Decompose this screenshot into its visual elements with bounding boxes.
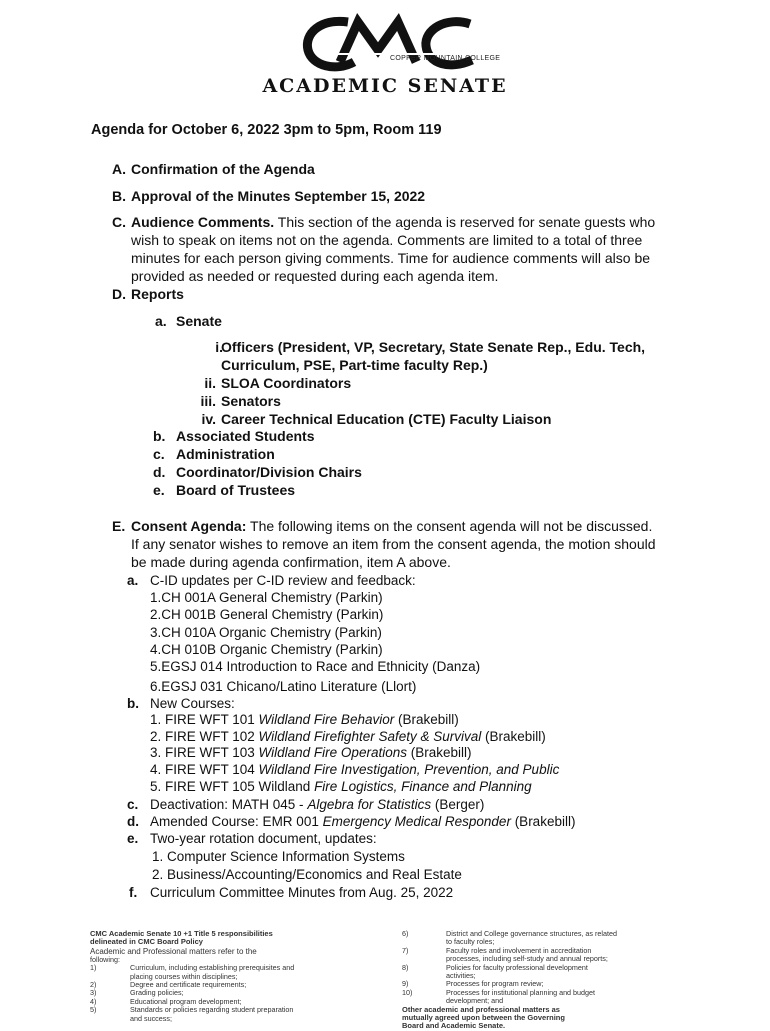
item-d-d xyxy=(153,463,362,481)
item-a-label: A. xyxy=(112,161,126,177)
new-course-2 xyxy=(150,728,546,745)
item-e-c-label: c. xyxy=(127,797,139,812)
item-e-a-label: a. xyxy=(127,573,139,588)
item-e-c-text xyxy=(150,796,484,813)
cid-item: 5.EGSJ 014 Introduction to Race and Ethnicity (Danza) xyxy=(150,659,481,674)
cmc-logo-icon xyxy=(300,14,480,74)
row-text: processes, including self-study and annual reports; xyxy=(446,954,608,964)
amended-title: Emergency Medical Responder xyxy=(322,814,511,829)
footer-right-closing-3: Board and Academic Senate. xyxy=(402,1021,506,1031)
item-d-e-text: Board of Trustees xyxy=(176,482,296,498)
item-c-line1 xyxy=(131,213,731,231)
item-d-a xyxy=(155,312,222,330)
row-number xyxy=(402,938,446,946)
row-number xyxy=(90,1015,130,1023)
item-a-text: Confirmation of the Agenda xyxy=(131,161,315,177)
item-d-label: D. xyxy=(112,286,126,302)
item-d-a-label: a. xyxy=(155,313,167,329)
rotation-item: 2. Business/Accounting/Economics and Real Estate xyxy=(152,867,462,882)
row-text: Faculty roles and involvement in accreditation xyxy=(446,945,592,955)
item-c-label: C. xyxy=(112,214,126,230)
course-title: Wildland Firefighter Safety & Survival xyxy=(258,729,482,744)
row-text: Educational program development; xyxy=(130,996,242,1006)
row-text: development; and xyxy=(446,996,504,1006)
item-c-line2: wish to speak on items not on the agenda. Comments are limited to a total of three xyxy=(131,232,643,248)
item-c-title: Audience Comments. xyxy=(131,214,275,230)
item-d-i-line1: Officers (President, VP, Secretary, State Senate Rep., Edu. Tech, xyxy=(221,339,646,355)
item-d-iii-label: iii. xyxy=(200,393,216,409)
row-text: and success; xyxy=(130,1013,172,1023)
item-b xyxy=(112,187,426,205)
item-d-ii-text: SLOA Coordinators xyxy=(221,375,352,391)
item-d-e xyxy=(153,481,296,499)
row-number: 4) xyxy=(90,996,97,1006)
footer-responsibilities-left xyxy=(90,930,390,1023)
cid-item: 1.CH 001A General Chemistry (Parkin) xyxy=(150,590,383,605)
rotation-item: 1. Computer Science Information Systems xyxy=(152,849,405,864)
row-text: Curriculum, including establishing prerequisites and xyxy=(130,963,295,973)
amended-owner: (Brakebill) xyxy=(510,814,576,829)
course-title: Wildland Fire Investigation, Prevention, and Public xyxy=(258,762,560,777)
row-text: District and College governance structures, as related xyxy=(446,929,617,938)
row-number: 3) xyxy=(90,988,97,998)
item-d-c-label: c. xyxy=(153,446,165,462)
course-code: 1. FIRE WFT 101 xyxy=(150,712,259,727)
item-d-b-text: Associated Students xyxy=(176,428,315,444)
row-number: 7) xyxy=(402,945,409,955)
row-number: 6) xyxy=(402,929,409,938)
item-e-e-label: e. xyxy=(127,831,139,846)
footer-left-heading-1: CMC Academic Senate 10 +1 Title 5 responsibilities xyxy=(90,929,273,938)
row-text: placing courses within disciplines; xyxy=(130,971,238,981)
item-d-c-text: Administration xyxy=(176,446,275,462)
footer-left-heading-2: delineated in CMC Board Policy xyxy=(90,937,203,947)
deactivation-code: Deactivation: MATH 045 - xyxy=(150,797,308,812)
item-d-iii-text: Senators xyxy=(221,393,281,409)
row-text: Degree and certificate requirements; xyxy=(130,980,247,990)
row-number xyxy=(402,972,446,980)
course-code: 4. FIRE WFT 104 xyxy=(150,762,259,777)
footer-right-closing-1: Other academic and professional matters as xyxy=(402,1004,560,1014)
item-e-title: Consent Agenda: xyxy=(131,518,247,534)
item-d-b xyxy=(153,427,315,445)
item-e-line2: If any senator wishes to remove an item from the consent agenda, the motion should xyxy=(131,536,656,552)
item-e-line3: be made during agenda confirmation, item A above. xyxy=(131,554,451,570)
row-number: 1) xyxy=(90,963,97,973)
agenda-header: Agenda for October 6, 2022 3pm to 5pm, Room 119 xyxy=(91,122,442,138)
row-text: Processes for program review; xyxy=(446,979,544,989)
course-owner: (Brakebill) xyxy=(481,729,546,744)
course-title: Fire Logistics, Finance and Planning xyxy=(314,779,532,794)
footer-responsibilities-right xyxy=(402,930,702,1031)
item-e-d-label: d. xyxy=(127,814,139,829)
item-d-iv-text: Career Technical Education (CTE) Faculty Liaison xyxy=(221,411,552,427)
row-number: 5) xyxy=(90,1005,97,1015)
new-course-5 xyxy=(150,778,532,795)
row-number xyxy=(402,955,446,963)
senate-logo xyxy=(0,10,770,100)
item-e-b-text: New Courses: xyxy=(150,696,235,711)
item-e-f-label: f. xyxy=(129,885,138,900)
course-code: 2. FIRE WFT 102 xyxy=(150,729,259,744)
course-owner: (Brakebill) xyxy=(406,745,472,760)
row-text: activities; xyxy=(446,971,476,981)
item-e-label: E. xyxy=(112,518,126,534)
row-number: 10) xyxy=(402,987,413,997)
new-course-3 xyxy=(150,744,472,761)
deactivation-title: Algebra for Statistics xyxy=(307,797,432,812)
footer-right-closing-2: mutually agreed upon between the Governing xyxy=(402,1013,565,1023)
cid-item: 4.CH 010B Organic Chemistry (Parkin) xyxy=(150,642,383,657)
item-c-text-1: This section of the agenda is reserved for senate guests who xyxy=(274,214,656,230)
item-d-iv-label: iv. xyxy=(201,411,216,427)
row-number: 9) xyxy=(402,979,409,989)
item-d xyxy=(112,285,184,303)
amended-code: Amended Course: EMR 001 xyxy=(150,814,323,829)
item-e-e-text: Two-year rotation document, updates: xyxy=(150,831,377,846)
item-d-i-label: i. xyxy=(215,339,223,355)
item-d-i-line2: Curriculum, PSE, Part-time faculty Rep.) xyxy=(221,357,488,373)
item-b-text: Approval of the Minutes September 15, 2022 xyxy=(131,188,426,204)
course-owner: (Brakebill) xyxy=(394,712,459,727)
item-d-ii-label: ii. xyxy=(204,375,216,391)
item-c-line3: minutes for each person giving comments. Time for audience comments will also be xyxy=(131,250,651,266)
row-number: 2) xyxy=(90,980,97,990)
item-e-f-text: Curriculum Committee Minutes from Aug. 25, 2022 xyxy=(150,885,454,900)
row-number xyxy=(90,973,130,981)
item-b-label: B. xyxy=(112,188,126,204)
row-text: Grading policies; xyxy=(130,988,184,998)
senate-title: ACADEMIC SENATE xyxy=(262,75,508,97)
cid-item: 2.CH 001B General Chemistry (Parkin) xyxy=(150,607,384,622)
row-text: to faculty roles; xyxy=(446,937,495,947)
item-d-d-label: d. xyxy=(153,464,166,480)
item-e-line1 xyxy=(131,517,652,535)
row-number: 8) xyxy=(402,962,409,972)
deactivation-owner: (Berger) xyxy=(431,797,485,812)
cid-item: 3.CH 010A Organic Chemistry (Parkin) xyxy=(150,625,382,640)
footer-left-row xyxy=(90,1015,390,1023)
item-e-a-text: C-ID updates per C-ID review and feedback: xyxy=(150,573,416,588)
footer-left-intro-1: Academic and Professional matters refer to the xyxy=(90,946,257,956)
item-e-d-text xyxy=(150,813,575,830)
row-text: Processes for institutional planning and budget xyxy=(446,987,596,997)
item-e-b-label: b. xyxy=(127,696,139,711)
row-text: Policies for faculty professional development xyxy=(446,962,588,972)
item-c-line4: provided as needed or requested during each agenda item. xyxy=(131,268,499,284)
course-code: 3. FIRE WFT 103 xyxy=(150,745,259,760)
new-course-1 xyxy=(150,711,459,728)
course-title: Wildland Fire Operations xyxy=(258,745,407,760)
item-d-text: Reports xyxy=(131,286,184,302)
item-e-text-1: The following items on the consent agenda will not be discussed. xyxy=(246,518,653,534)
item-d-d-text: Coordinator/Division Chairs xyxy=(176,464,362,480)
item-a xyxy=(112,160,315,178)
footer-left-intro-2: following: xyxy=(90,954,120,964)
row-text: Standards or policies regarding student preparation xyxy=(130,1005,294,1015)
college-name: COPPER MOUNTAIN COLLEGE xyxy=(390,55,501,62)
course-title: Wildland Fire Behavior xyxy=(258,712,395,727)
item-d-b-label: b. xyxy=(153,428,166,444)
new-course-4 xyxy=(150,761,559,778)
item-d-c xyxy=(153,445,275,463)
course-code: 5. FIRE WFT 105 Wildland xyxy=(150,779,315,794)
cid-item: 6.EGSJ 031 Chicano/Latino Literature (Llort) xyxy=(150,679,417,694)
item-d-a-text: Senate xyxy=(176,313,222,329)
item-d-e-label: e. xyxy=(153,482,165,498)
